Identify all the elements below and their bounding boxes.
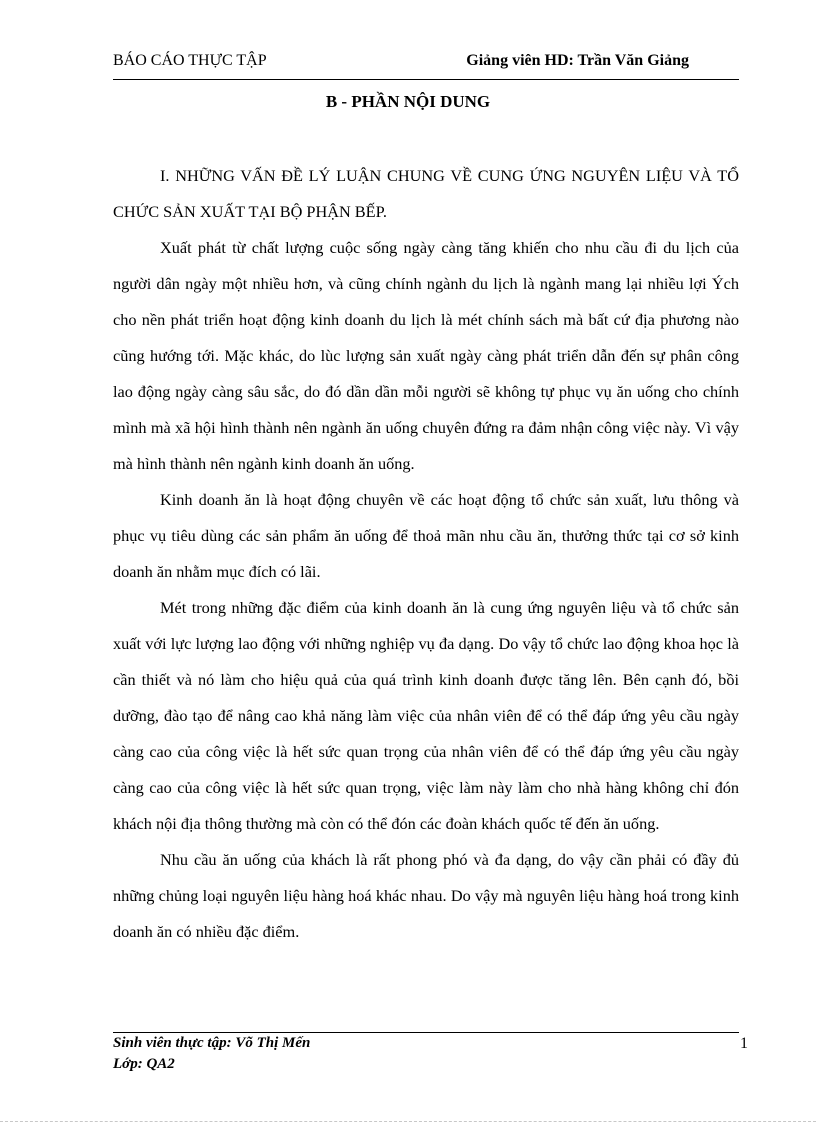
page-number: 1 xyxy=(740,1035,748,1052)
footer-student: Sinh viên thực tập: Võ Thị Mến xyxy=(113,1035,311,1051)
footer-class: Lớp: QA2 xyxy=(113,1056,175,1072)
header-divider xyxy=(113,79,739,80)
header-report-title: BÁO CÁO THỰC TẬP xyxy=(113,52,267,69)
header-instructor: Giảng viên HD: Trần Văn Giảng xyxy=(466,52,689,69)
page-title: B - PHẦN NỘI DUNG xyxy=(325,92,491,111)
paragraph-2: Kinh doanh ăn là hoạt động chuyên về các hoạt động tổ chức sản xuất, lưu thông và phục vụ tiêu dùng các sản phẩm ăn uống để thoả mãn nhu cầu ăn, thưởng thức tại cơ sở kinh doanh ăn nhằm mục đích có lãi. xyxy=(113,490,739,581)
paragraph-1: Xuất phát từ chất lượng cuộc sống ngày càng tăng khiến cho nhu cầu đi du lịch của người dân ngày một nhiều hơn, và cũng chính ngành du lịch là ngành mang lại nhiều lợi Ých cho nền phát triển hoạt động kinh doanh du lịch là mét chính sách mà bất cứ địa phương nào cũng hướng tới. Mặc khác, do lùc lượng sản xuất ngày càng phát triển dẫn đến sự phân công lao động ngày càng sâu sắc, do đó dần dần mỗi người sẽ không tự phục vụ ăn uống cho chính mình mà xã hội hình thành nên ngành ăn uống chuyên đứng ra đảm nhận công việc này. Vì vậy mà hình thành nên ngành kinh doanh ăn uống. xyxy=(113,238,739,473)
paragraph-3: Mét trong những đặc điểm của kinh doanh ăn là cung ứng nguyên liệu và tổ chức sản xuất với lực lượng lao động với những nghiệp vụ đa dạng. Do vậy tổ chức lao động khoa học là cần thiết và nó làm cho hiệu quả của quá trình kinh doanh được tăng lên. Bên cạnh đó, bồi dưỡng, đào tạo để nâng cao khả năng làm việc của nhân viên để có thể đáp ứng yêu cầu ngày càng cao của công việc là hết sức quan trọng của nhân viên để có thể đáp ứng yêu cầu ngày càng cao của công việc là hết sức quan trọng, việc làm này làm cho nhà hàng không chỉ đón khách nội địa thông thường mà còn có thể đón các đoàn khách quốc tế đến ăn uống. xyxy=(113,598,739,833)
page-edge xyxy=(0,1121,816,1122)
footer-divider xyxy=(113,1032,739,1033)
paragraph-4: Nhu cầu ăn uống của khách là rất phong phó và đa dạng, do vậy cần phải có đầy đủ những chủng loại nguyên liệu hàng hoá khác nhau. Do vậy mà nguyên liệu hàng hoá trong kinh doanh ăn có nhiều đặc điểm. xyxy=(113,850,739,941)
document-body xyxy=(113,158,739,950)
section-heading: I. NHỮNG VẤN ĐỀ LÝ LUẬN CHUNG VỀ CUNG ỨNG NGUYÊN LIỆU VÀ TỔ CHỨC SẢN XUẤT TẠI BỘ PHẬN BẾP. xyxy=(113,166,739,221)
